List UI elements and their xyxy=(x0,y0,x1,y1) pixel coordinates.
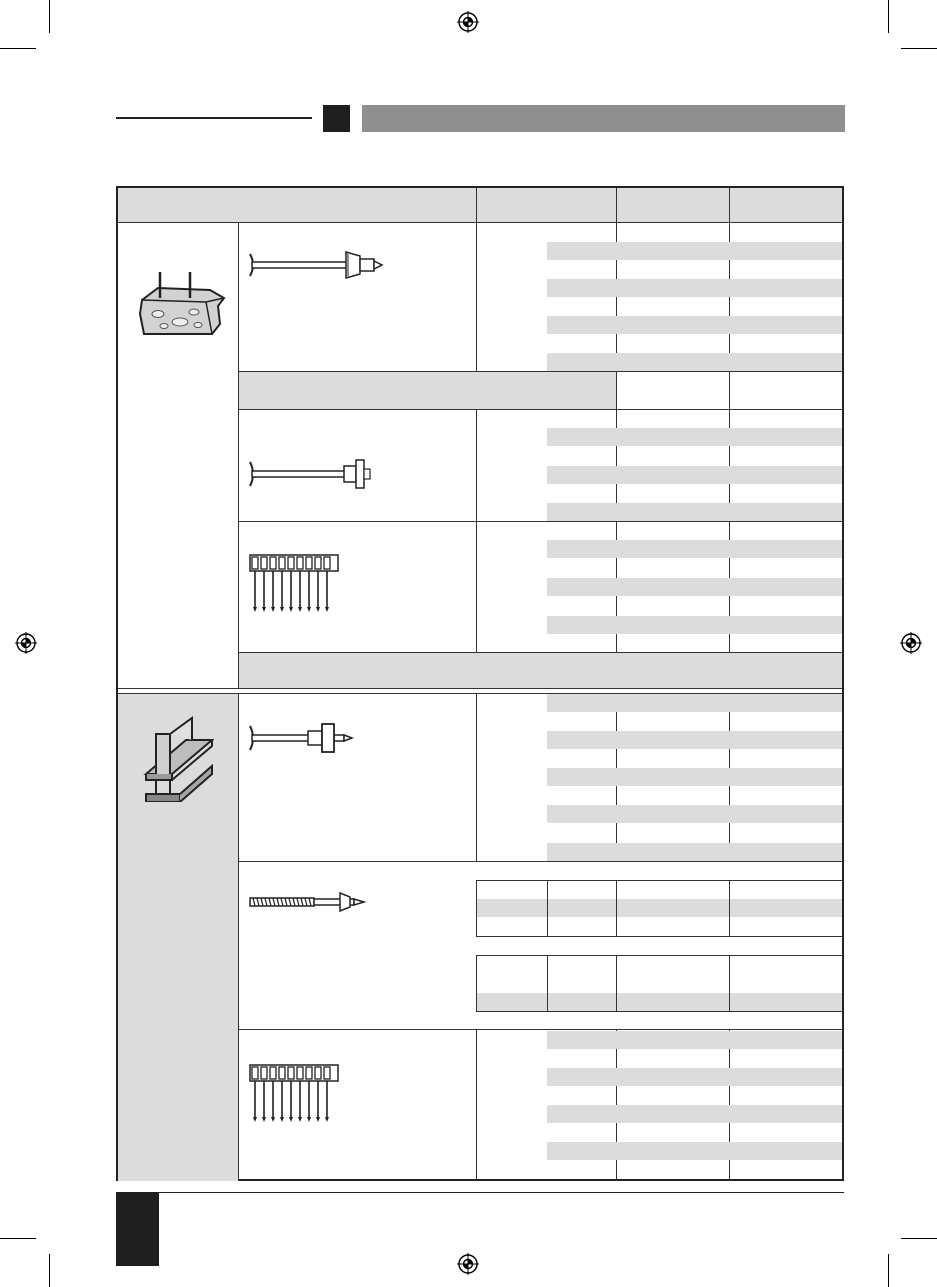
registration-mark-icon xyxy=(457,1253,479,1275)
nail-tophat-washer-icon xyxy=(248,456,388,492)
steel-beam-icon xyxy=(142,716,214,802)
concrete-block-icon xyxy=(136,268,226,340)
crop-mark xyxy=(49,1254,50,1287)
crop-mark xyxy=(888,0,889,33)
crop-mark xyxy=(49,0,50,33)
nail-steel-washer-icon xyxy=(248,721,358,755)
crop-mark xyxy=(888,1254,889,1287)
crop-mark xyxy=(901,48,937,49)
crop-mark xyxy=(0,1238,36,1239)
registration-mark-icon xyxy=(15,632,37,654)
registration-mark-icon xyxy=(457,11,479,33)
category-divider xyxy=(238,223,239,688)
note-row xyxy=(239,653,842,688)
fastener-table xyxy=(116,186,844,1181)
section-marker xyxy=(323,105,350,132)
header-rule xyxy=(116,117,312,119)
table-header-row xyxy=(118,188,842,222)
collated-nail-strip-icon xyxy=(248,1063,340,1123)
collated-nail-strip-icon xyxy=(248,553,340,613)
note-row xyxy=(239,372,616,409)
registration-mark-icon xyxy=(900,632,922,654)
page-tab-marker xyxy=(116,1192,159,1266)
crop-mark xyxy=(0,48,36,49)
nail-fluted-washer-icon xyxy=(248,250,388,280)
header-bar xyxy=(362,105,845,132)
footer-rule xyxy=(116,1192,844,1193)
crop-mark xyxy=(901,1238,937,1239)
threaded-stud-icon xyxy=(248,891,373,913)
